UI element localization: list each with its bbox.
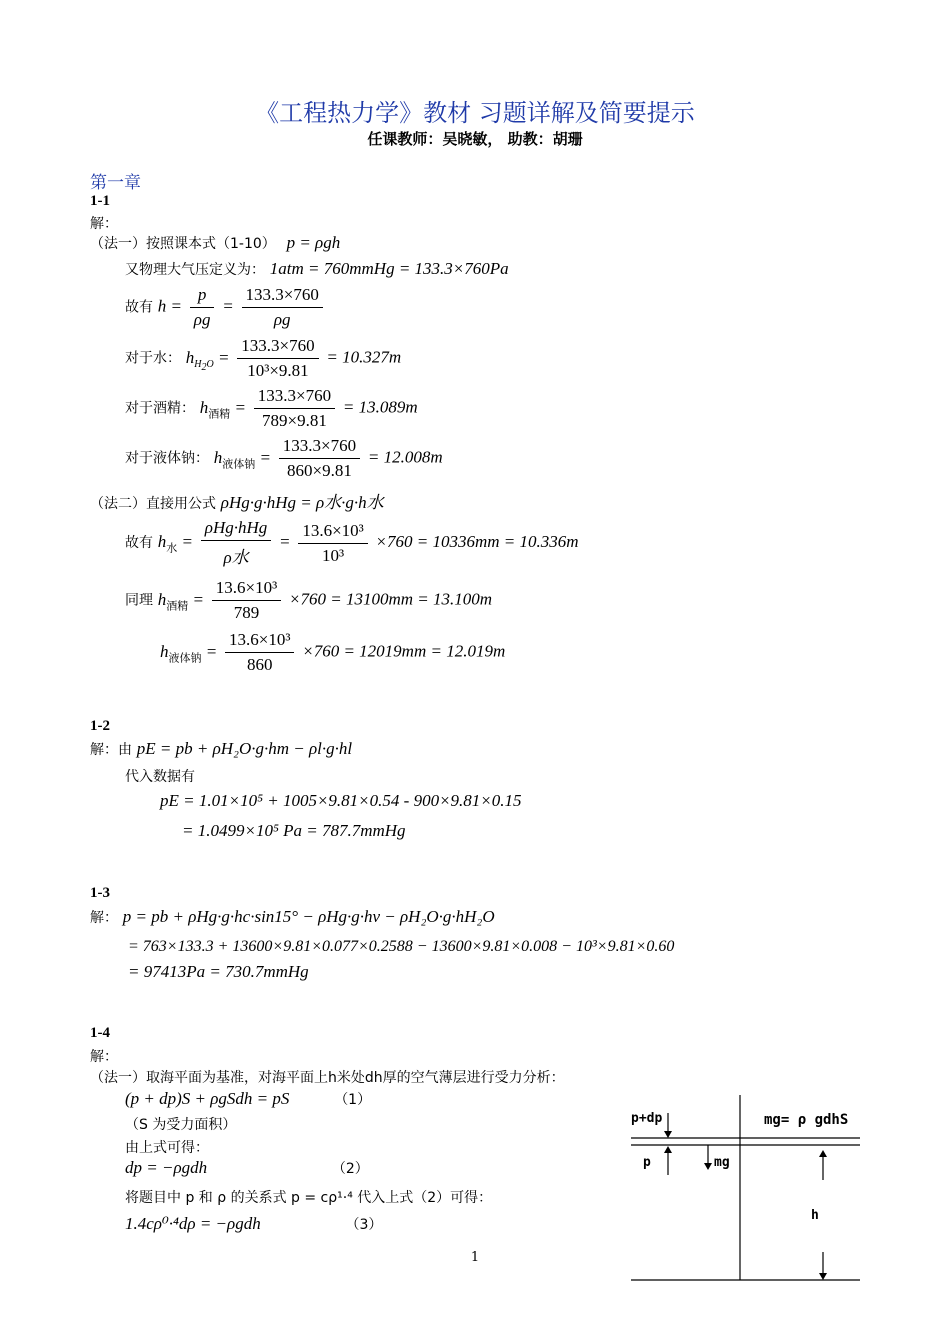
p14-derive-label: 由上式可得： (125, 1140, 209, 1156)
m2-frac2-num: 13.6×10³ (298, 521, 367, 544)
label-h: h (811, 1208, 819, 1223)
p13-line1-wrap (90, 907, 495, 927)
h-lhs: h = (157, 296, 183, 316)
p14-method-one: （法一）取海平面为基准，对海平面上h米处dh厚的空气薄层进行受力分析： (90, 1070, 565, 1086)
method-two-h-label: 故有 (125, 535, 153, 551)
sodium-num: 133.3×760 (279, 436, 360, 459)
p13-line1: p = pb + ρHg·g·hc·sin15° − ρHg·g·hv − ρH₂O·g·hH₂O (122, 907, 495, 926)
m2-sodium-result: ×760 = 12019mm = 12.019m (302, 641, 506, 661)
water-den: 10³×9.81 (247, 361, 309, 380)
water-result: = 10.327m (326, 347, 402, 367)
arrow-h-up-head (819, 1150, 827, 1157)
p14-eq2: dp = −ρgdh (125, 1158, 208, 1177)
formula-p-rho-g-h: p = ρgh (286, 233, 341, 252)
p14-eq3-line (125, 1214, 382, 1234)
p14-eq1: (p + dp)S + ρgSdh = pS (125, 1089, 290, 1108)
problem-number-1-1: 1-1 (90, 193, 110, 209)
h-frac2-num: 133.3×760 (242, 285, 323, 308)
h-frac1-den: ρg (193, 310, 211, 329)
sodium-result: = 12.008m (367, 447, 443, 467)
h-frac2-den: ρg (273, 310, 291, 329)
m2-alcohol-result: ×760 = 13100mm = 13.100m (289, 589, 493, 609)
alcohol-label: 对于酒精： (125, 400, 195, 417)
method-one-line (90, 233, 340, 253)
problem-number-1-3: 1-3 (90, 885, 110, 901)
p12-line1: pE = 1.01×10⁵ + 1005×9.81×0.54 - 900×9.81×0.15 (160, 791, 522, 810)
alcohol-den: 789×9.81 (262, 411, 327, 430)
label-p-plus-dp: p+dp (631, 1111, 663, 1126)
problem-number-1-4: 1-4 (90, 1025, 110, 1041)
arrow-p-head (664, 1146, 672, 1153)
p14-eq3-number: （3） (345, 1217, 383, 1233)
method-two-label: （法二）直接用公式 (90, 496, 216, 512)
document-title: 《工程热力学》教材 习题详解及简要提示 (255, 99, 695, 127)
p14-area-note: （S 为受力面积） (125, 1117, 237, 1133)
p12-formula: pE = pb + ρH₂O·g·hm − ρl·g·hl (136, 739, 353, 758)
h-formula-line: 故有 h = $\frac{p}{\rho g}$ = $\frac{133.3\times 760}{\rho g}$ (125, 285, 326, 330)
water-label: 对于水： (125, 350, 181, 367)
m2-alcohol-label: 同理 (125, 592, 153, 609)
p12-sol-label: 解：由 (90, 742, 132, 758)
method-two-sodium-line: $h_{液体钠}$ = $\frac{\text{13.6×10³}}{860}$ ×760 = 12019mm = 12.019m (160, 630, 506, 674)
m2-sodium-den: 860 (246, 655, 273, 674)
p14-substitute: 将题目中 p 和 ρ 的关系式 p = cρ¹·⁴ 代入上式（2）可得： (125, 1190, 493, 1206)
atm-label: 又物理大气压定义为： (125, 262, 265, 278)
arrow-mg-head (704, 1163, 712, 1170)
chapter-heading: 第一章 (90, 173, 141, 193)
sodium-label: 对于液体钠： (125, 450, 209, 467)
h-frac1-num: p (190, 285, 215, 308)
p13-line2: = 763×133.3 + 13600×9.81×0.077×0.2588 − 13600×9.81×0.008 − 10³×9.81×0.60 (128, 938, 675, 955)
p14-eq2-line (125, 1158, 369, 1178)
p14-eq2-number: （2） (331, 1161, 369, 1177)
atm-definition-line (125, 259, 509, 279)
p12-formula-line (90, 739, 352, 759)
p14-eq1-line (125, 1089, 371, 1109)
m2-alcohol-den: 789 (233, 603, 260, 622)
m2-sodium-num: 13.6×10³ (225, 630, 294, 653)
page-number: 1 (470, 1250, 480, 1265)
sodium-line: 对于液体钠： $h_{液体钠}$ = $\frac{133.3\times 760}{860\times 9.81}$ = 12.008m (125, 436, 443, 480)
alcohol-line: 对于酒精： $h_{酒精}$ = $\frac{133.3\times 760}{789\times 9.81}$ = 13.089m (125, 386, 418, 430)
atm-formula: 1atm = 760mmHg = 133.3×760Pa (269, 259, 509, 278)
water-line: 对于水： $h_{H_2O}$ = $\frac{133.3\times 760}{\text{10³×9.81}}$ = 10.327m (125, 336, 402, 380)
water-num: 133.3×760 (237, 336, 318, 359)
method-one-label: （法一）按照课本式（1-10） (90, 236, 276, 252)
label-mg-equation: mg= ρ gdhS (764, 1112, 849, 1128)
alcohol-result: = 13.089m (342, 397, 418, 417)
solution-label: 解： (90, 216, 118, 232)
m2-frac2-den: 10³ (321, 545, 345, 565)
alcohol-subscript: 酒精 (208, 406, 231, 420)
p13-sol-label: 解： (90, 910, 118, 926)
m2-alcohol-num: 13.6×10³ (212, 578, 281, 601)
m2-frac1-num: ρHg·hHg (201, 518, 271, 541)
method-two-formula: ρHg·g·hHg = ρ水·g·h水 (220, 493, 384, 512)
sodium-subscript: 液体钠 (222, 456, 256, 470)
m2-water-result: ×760 = 10336mm = 10.336m (375, 532, 579, 551)
method-two-line (90, 488, 384, 513)
m2-frac1-den: ρ水 (223, 548, 249, 567)
method-two-h-line: 故有 $h_水$ = $\frac{\text{ρHg·hHg}}{\text{ρ水}}$ = $\frac{\text{13.6×10³}}{\text{10³}}$ ×760 = 10336mm = 10.336m (125, 518, 579, 567)
label-mg: mg (714, 1155, 730, 1170)
h-label: 故有 (125, 299, 153, 316)
document-subtitle: 任课教师：吴晓敏， 助教：胡珊 (367, 130, 583, 148)
water-subscript: 水 (166, 541, 178, 555)
problem-number-1-2: 1-2 (90, 718, 110, 734)
method-two-alcohol-line: 同理 $h_{酒精}$ = $\frac{\text{13.6×10³}}{789}$ ×760 = 13100mm = 13.100m (125, 578, 493, 622)
p14-sol-label: 解： (90, 1049, 118, 1065)
label-p: p (643, 1155, 651, 1170)
alcohol-num: 133.3×760 (254, 386, 335, 409)
p13-line3: = 97413Pa = 730.7mmHg (128, 962, 309, 981)
sodium-den: 860×9.81 (287, 461, 352, 480)
p14-eq1-number: （1） (334, 1092, 372, 1108)
p14-eq3: 1.4cρ⁰·⁴dρ = −ρgdh (125, 1214, 261, 1233)
p12-line2: = 1.0499×10⁵ Pa = 787.7mmHg (182, 821, 406, 840)
arrow-h-down-head (819, 1273, 827, 1280)
arrow-pdp-head (664, 1131, 672, 1138)
p12-substitute-label: 代入数据有 (125, 769, 195, 785)
